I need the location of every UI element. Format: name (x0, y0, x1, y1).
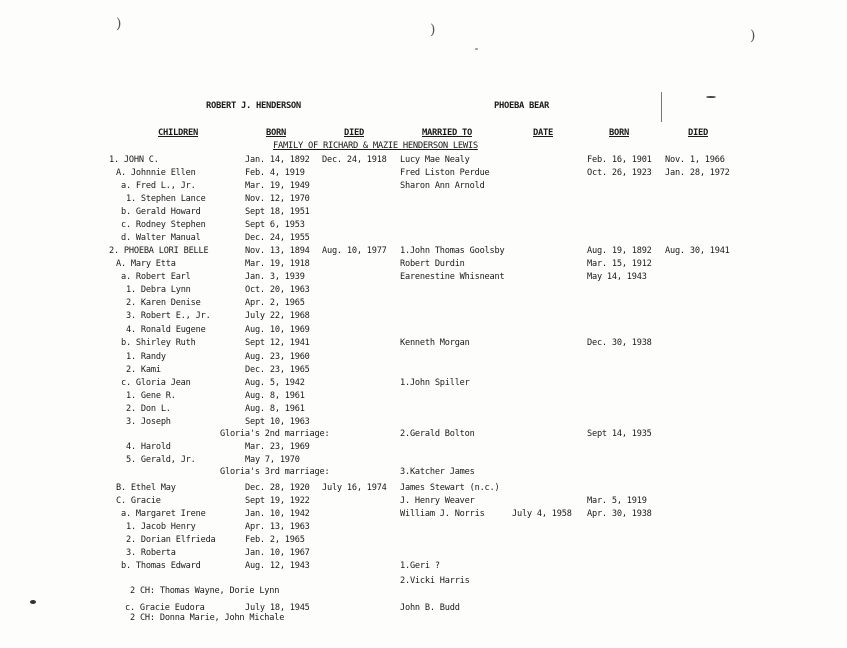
born-date: Jan. 14, 1892 (245, 155, 310, 165)
born-date: Oct. 20, 1963 (245, 285, 310, 295)
child-name: 1. Stephen Lance (126, 194, 206, 204)
born-date: Mar. 19, 1918 (245, 259, 310, 269)
scan-mark: ) (116, 16, 122, 32)
child-name: 2. Kami (126, 365, 161, 375)
spouse-born-date: Sept 14, 1935 (587, 429, 652, 439)
child-name: 3. Robert E., Jr. (126, 311, 211, 321)
spouse-born-date: Oct. 26, 1923 (587, 168, 652, 178)
child-name: b. Gerald Howard (121, 207, 201, 217)
child-name: 1. Gene R. (126, 391, 176, 401)
marriage-date: July 4, 1958 (512, 509, 572, 519)
spouse-name: Robert Durdin (400, 259, 465, 269)
child-name: a. Robert Earl (121, 272, 191, 282)
spouse-name: J. Henry Weaver (400, 496, 475, 506)
born-date: Nov. 13, 1894 (245, 246, 310, 256)
father-name: ROBERT J. HENDERSON (206, 101, 301, 111)
born-date: Nov. 12, 1970 (245, 194, 310, 204)
born-date: May 7, 1970 (245, 455, 300, 465)
child-name: 1. Jacob Henry (126, 522, 196, 532)
spouse-born-date: Dec. 30, 1938 (587, 338, 652, 348)
born-date: Aug. 12, 1943 (245, 561, 310, 571)
born-date: Sept 10, 1963 (245, 417, 310, 427)
spouse-name: 1.John Thomas Goolsby (400, 246, 505, 256)
child-name: c. Gloria Jean (121, 378, 191, 388)
spouse-born-date: May 14, 1943 (587, 272, 647, 282)
born-date: Mar. 19, 1949 (245, 181, 310, 191)
scan-speck (30, 600, 36, 604)
born-date: Sept 18, 1951 (245, 207, 310, 217)
born-date: Feb. 2, 1965 (245, 535, 305, 545)
spouse-name: William J. Norris (400, 509, 485, 519)
spouse-name: 2.Vicki Harris (400, 576, 470, 586)
child-name: 3. Roberta (126, 548, 176, 558)
scan-mark: ) (750, 28, 756, 44)
child-name: 4. Harold (126, 442, 171, 452)
born-date: Sept 19, 1922 (245, 496, 310, 506)
died-date: July 16, 1974 (322, 483, 387, 493)
died-date: Aug. 10, 1977 (322, 246, 387, 256)
spouse-name: 2.Gerald Bolton (400, 429, 475, 439)
spouse-name: John B. Budd (400, 603, 460, 613)
scan-speck (706, 96, 716, 98)
child-name: C. Gracie (116, 496, 161, 506)
child-name: d. Walter Manual (121, 233, 201, 243)
child-name: 3. Joseph (126, 417, 171, 427)
spouse-name: Lucy Mae Nealy (400, 155, 470, 165)
scan-mark: ) (430, 22, 436, 38)
col-born: BORN (266, 128, 286, 138)
spouse-name: 1.John Spiller (400, 378, 470, 388)
child-name: A. Mary Etta (116, 259, 176, 269)
born-date: Apr. 13, 1963 (245, 522, 310, 532)
born-date: Sept 6, 1953 (245, 220, 305, 230)
col-date: DATE (533, 128, 553, 138)
scan-speck (475, 48, 478, 50)
spouse-name: Earenestine Whisneant (400, 272, 505, 282)
child-name: c. Gracie Eudora (125, 603, 205, 613)
born-date: July 22, 1968 (245, 311, 310, 321)
spouse-name: Kenneth Morgan (400, 338, 470, 348)
born-date: Dec. 28, 1920 (245, 483, 310, 493)
child-name: 5. Gerald, Jr. (126, 455, 196, 465)
mother-name: PHOEBA BEAR (494, 101, 549, 111)
spouse-born-date: Apr. 30, 1938 (587, 509, 652, 519)
spouse-born-date: Mar. 5, 1919 (587, 496, 647, 506)
born-date: Dec. 24, 1955 (245, 233, 310, 243)
born-date: Gloria's 2nd marriage: (220, 429, 330, 439)
born-date: July 18, 1945 (245, 603, 310, 613)
child-name: a. Fred L., Jr. (121, 181, 196, 191)
child-name: 2. PHOEBA LORI BELLE (109, 246, 209, 256)
born-date: Aug. 5, 1942 (245, 378, 305, 388)
family-title: FAMILY OF RICHARD & MAZIE HENDERSON LEWIS (273, 141, 478, 151)
child-name: 2 CH: Donna Marie, John Michale (130, 613, 285, 623)
col-died: DIED (344, 128, 364, 138)
child-name: 1. Debra Lynn (126, 285, 191, 295)
child-name: c. Rodney Stephen (121, 220, 206, 230)
col-children: CHILDREN (158, 128, 198, 138)
spouse-died-date: Nov. 1, 1966 (665, 155, 725, 165)
scan-speck (661, 92, 662, 122)
child-name: A. Johnnie Ellen (116, 168, 196, 178)
born-date: Mar. 23, 1969 (245, 442, 310, 452)
born-date: Jan. 3, 1939 (245, 272, 305, 282)
child-name: 4. Ronald Eugene (126, 325, 206, 335)
child-name: B. Ethel May (116, 483, 176, 493)
col-married-to: MARRIED TO (422, 128, 472, 138)
spouse-name: Fred Liston Perdue (400, 168, 490, 178)
spouse-name: James Stewart (n.c.) (400, 483, 500, 493)
spouse-died-date: Aug. 30, 1941 (665, 246, 730, 256)
died-date: Dec. 24, 1918 (322, 155, 387, 165)
spouse-born-date: Mar. 15, 1912 (587, 259, 652, 269)
col-spouse-born: BORN (609, 128, 629, 138)
born-date: Jan. 10, 1942 (245, 509, 310, 519)
col-spouse-died: DIED (688, 128, 708, 138)
child-name: a. Margaret Irene (121, 509, 206, 519)
born-date: Dec. 23, 1965 (245, 365, 310, 375)
born-date: Gloria's 3rd marriage: (220, 467, 330, 477)
born-date: Sept 12, 1941 (245, 338, 310, 348)
spouse-born-date: Feb. 16, 1901 (587, 155, 652, 165)
child-name: 1. JOHN C. (109, 155, 159, 165)
born-date: Jan. 10, 1967 (245, 548, 310, 558)
spouse-name: 3.Katcher James (400, 467, 475, 477)
child-name: b. Thomas Edward (121, 561, 201, 571)
child-name: 2. Dorian Elfrieda (126, 535, 216, 545)
born-date: Aug. 8, 1961 (245, 404, 305, 414)
born-date: Aug. 10, 1969 (245, 325, 310, 335)
child-name: 2. Don L. (126, 404, 171, 414)
spouse-died-date: Jan. 28, 1972 (665, 168, 730, 178)
spouse-born-date: Aug. 19, 1892 (587, 246, 652, 256)
child-name: 2 CH: Thomas Wayne, Dorie Lynn (130, 586, 280, 596)
born-date: Apr. 2, 1965 (245, 298, 305, 308)
born-date: Feb. 4, 1919 (245, 168, 305, 178)
born-date: Aug. 23, 1960 (245, 352, 310, 362)
spouse-name: 1.Geri ? (400, 561, 440, 571)
child-name: 2. Karen Denise (126, 298, 201, 308)
spouse-name: Sharon Ann Arnold (400, 181, 485, 191)
child-name: b. Shirley Ruth (121, 338, 196, 348)
child-name: 1. Randy (126, 352, 166, 362)
born-date: Aug. 8, 1961 (245, 391, 305, 401)
